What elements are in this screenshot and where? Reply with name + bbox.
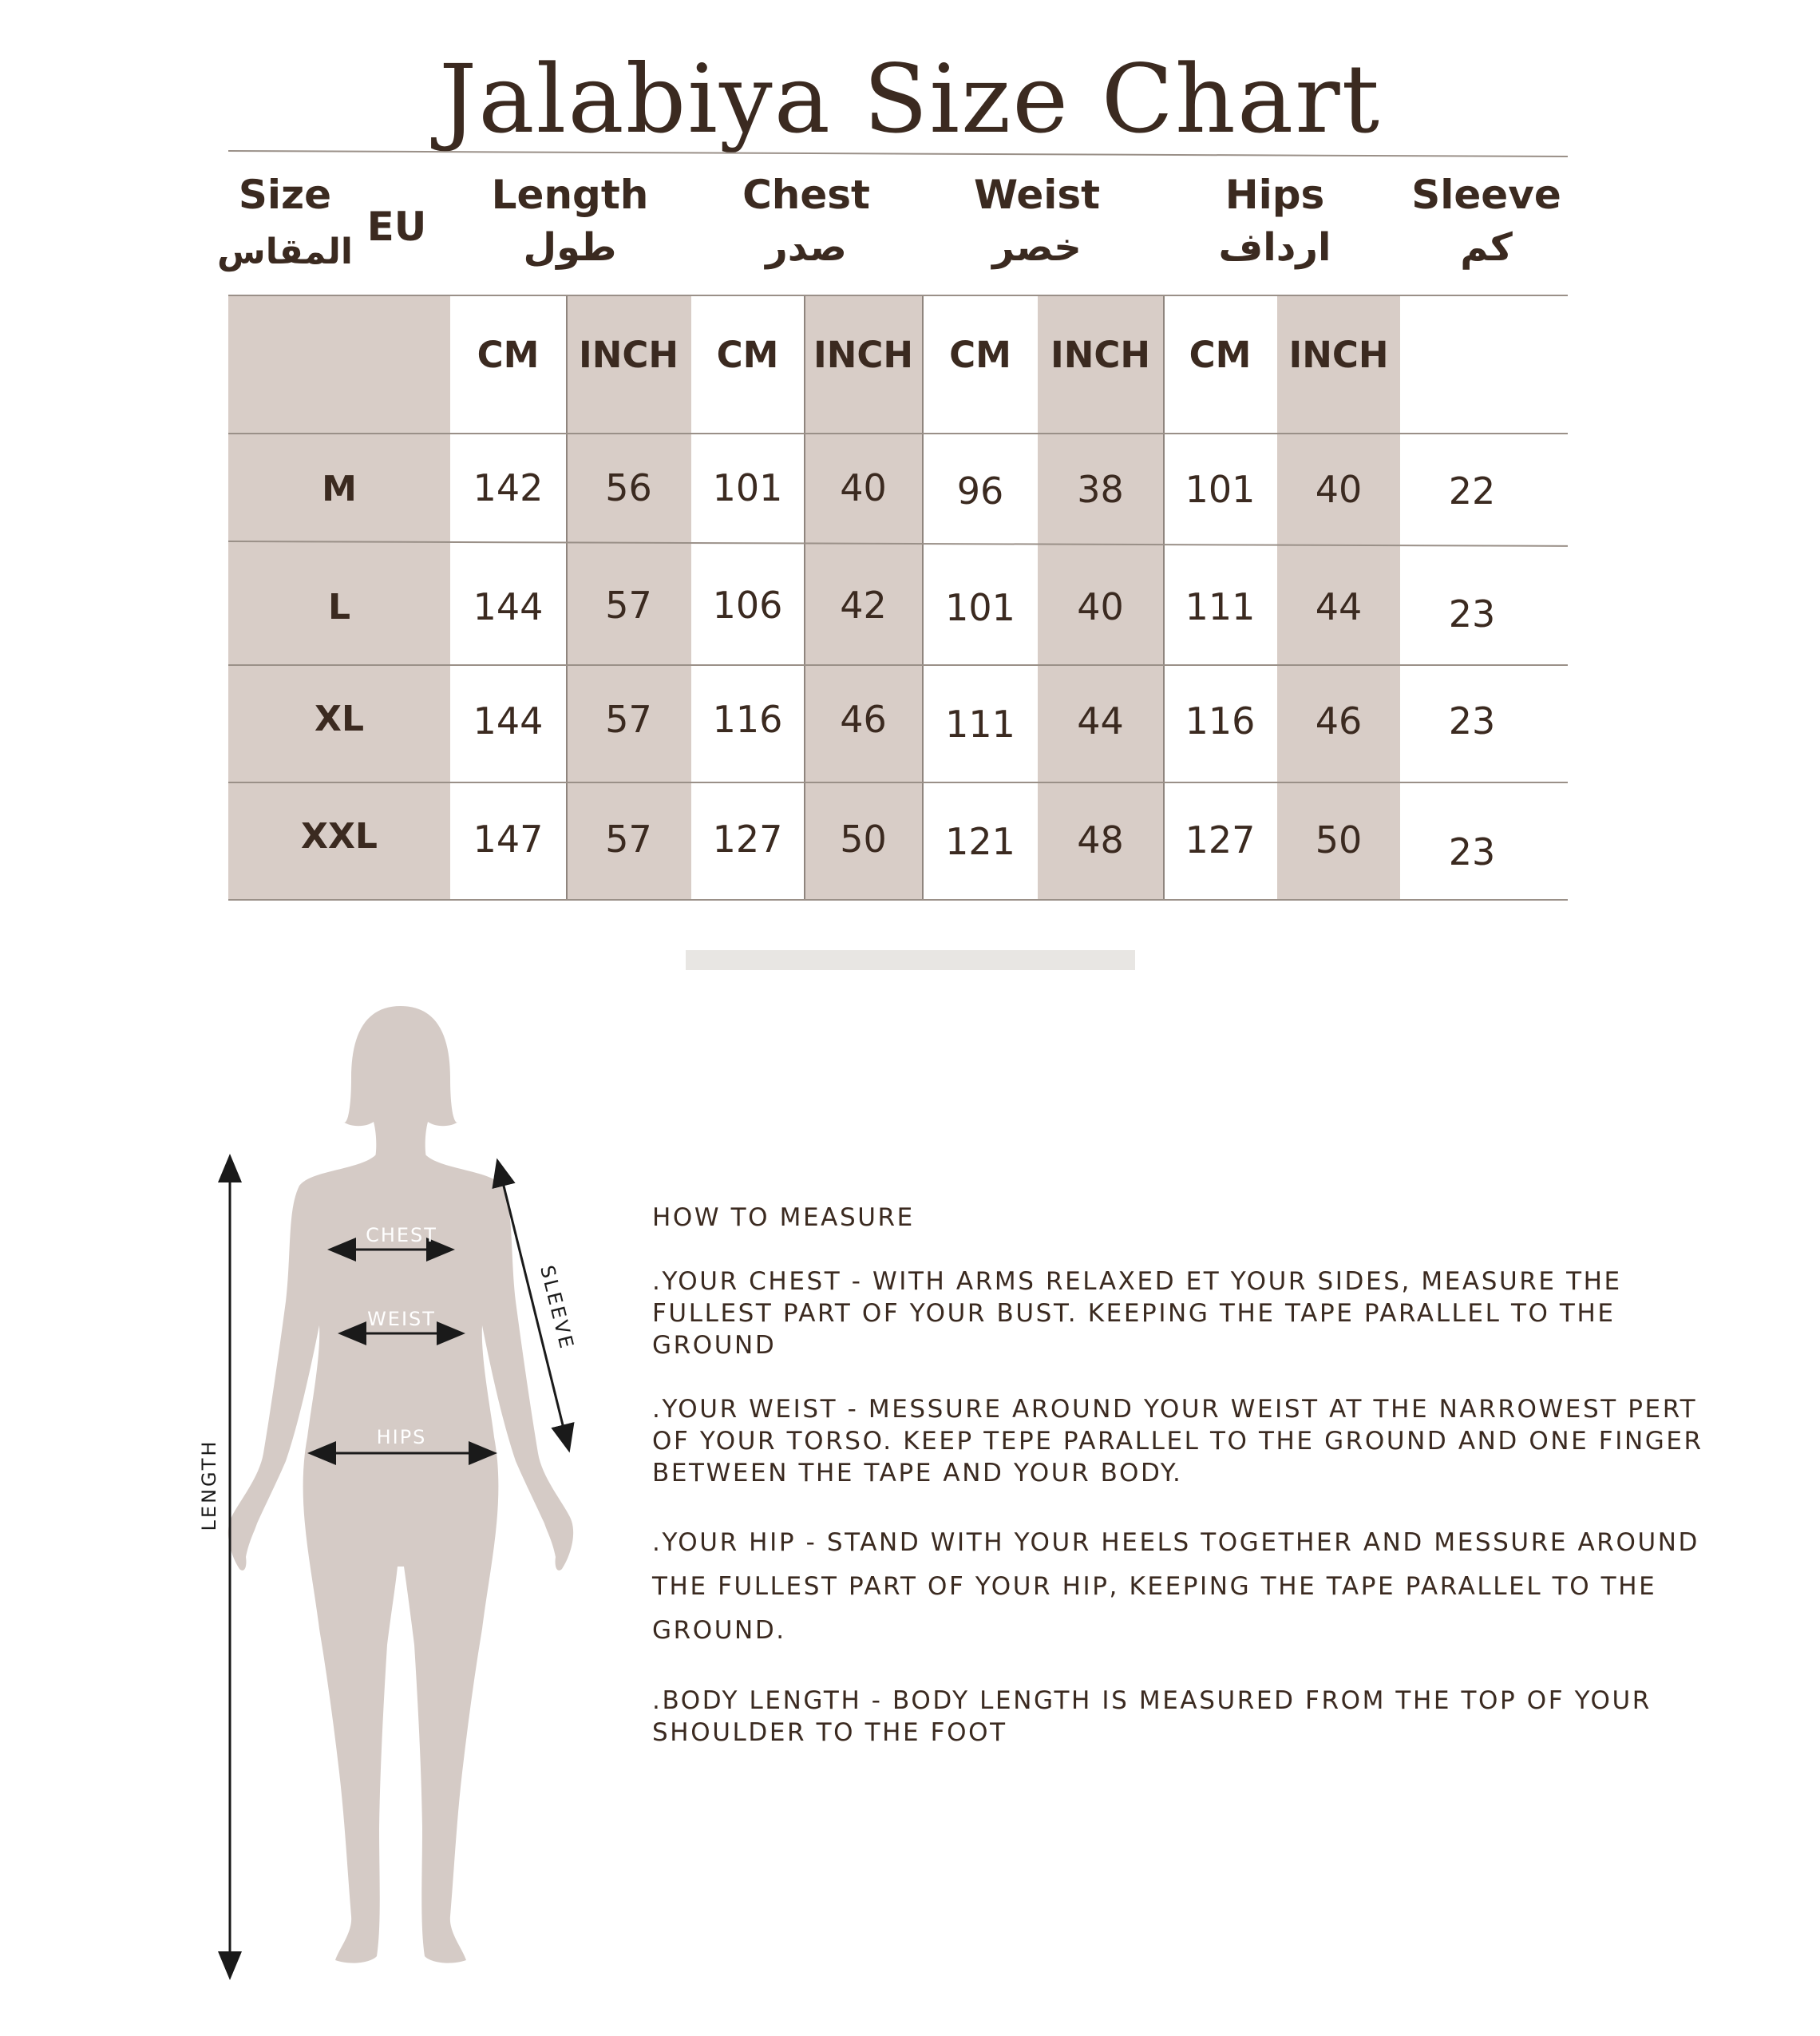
table-cell: 56	[605, 466, 652, 509]
table-cell: 111	[945, 703, 1015, 746]
size-label: L	[327, 587, 351, 628]
table-cell: 23	[1448, 699, 1496, 743]
table-cell: 96	[956, 469, 1004, 513]
table-cell: 127	[712, 818, 783, 861]
table-cell: 50	[840, 818, 887, 861]
unit-length-cm: CM	[477, 334, 540, 376]
length-instructions: .BODY LENGTH - BODY LENGTH IS MEASURED FROM THE TOP OF YOUR SHOULDER TO THE FOOT	[652, 1686, 1652, 1747]
header-rule	[228, 295, 1568, 296]
header-chest-ar: صدر	[766, 225, 847, 270]
table-cell: 23	[1448, 592, 1496, 636]
table-cell: 101	[712, 466, 783, 509]
table-cell: 144	[473, 699, 544, 743]
table-cell: 144	[473, 585, 544, 628]
table-cell: 142	[473, 466, 544, 509]
size-label: M	[322, 469, 357, 509]
header-size-ar: المقاس	[216, 232, 353, 272]
size-label: XL	[315, 699, 364, 739]
table-cell: 46	[840, 698, 887, 741]
header-eu: EU	[366, 204, 427, 250]
table-cell: 106	[712, 584, 783, 627]
table-cell: 57	[605, 584, 652, 627]
hip-instructions: .YOUR HIP - STAND WITH YOUR HEELS TOGETHER AND MESSURE AROUND THE FULLEST PART OF YOUR HIP, KEEPING THE TAPE PARALLEL TO THE GROUND.	[652, 1528, 1700, 1645]
page-title: Jalabiya Size Chart	[438, 44, 1382, 154]
header-hips: Hips	[1225, 172, 1325, 218]
divider-bar	[686, 950, 1135, 970]
unit-chest-cm: CM	[716, 334, 779, 376]
weist-instructions: .YOUR WEIST - MESSURE AROUND YOUR WEIST AT THE NARROWEST PERT OF YOUR TORSO. KEEP TEPE PARALLEL TO THE GROUND AND ONE FINGER BETWEEN THE TAPE AND YOUR BODY.	[652, 1395, 1703, 1487]
table-cell: 38	[1077, 468, 1124, 511]
header-sleeve: Sleeve	[1411, 172, 1561, 218]
weist-label: WEIST	[367, 1308, 436, 1330]
how-to-measure	[652, 1202, 1714, 1781]
table-cell: 44	[1077, 699, 1124, 743]
header-chest: Chest	[742, 172, 870, 218]
unit-chest-inch: INCH	[813, 334, 914, 376]
table-bottom-rule	[228, 899, 1568, 901]
units-rule	[228, 433, 1568, 434]
table-cell: 40	[1077, 585, 1124, 628]
size-label: XXL	[301, 816, 378, 857]
table-cell: 101	[1185, 468, 1256, 511]
table-cell: 23	[1448, 830, 1496, 873]
table-cell: 50	[1315, 818, 1363, 862]
header-sleeve-ar: كم	[1460, 225, 1513, 270]
chest-instructions: .YOUR CHEST - WITH ARMS RELAXED ET YOUR SIDES, MEASURE THE FULLEST PART OF YOUR BUST. KEEPING THE TAPE PARALLEL TO THE GROUND	[652, 1267, 1622, 1360]
length-label: LENGTH	[198, 1439, 220, 1531]
table-cell: 44	[1315, 585, 1363, 628]
unit-hips-cm: CM	[1189, 334, 1252, 376]
table-cell: 127	[1185, 818, 1256, 862]
unit-weist-cm: CM	[949, 334, 1011, 376]
how-to-heading: HOW TO MEASURE	[652, 1203, 915, 1232]
woman-silhouette-icon	[228, 1006, 573, 1963]
row-rule	[228, 782, 1568, 783]
table-cell: 48	[1077, 818, 1124, 862]
table-cell: 57	[605, 818, 652, 861]
table-cell: 147	[473, 818, 544, 861]
row-rule	[228, 664, 1568, 666]
chest-label: CHEST	[366, 1224, 437, 1246]
table-cell: 40	[840, 466, 887, 509]
hips-label: HIPS	[376, 1426, 427, 1448]
header-size: Size	[238, 172, 332, 218]
unit-hips-inch: INCH	[1288, 334, 1389, 376]
table-cell: 101	[945, 586, 1015, 629]
header-weist: Weist	[973, 172, 1101, 218]
table-cell: 40	[1315, 468, 1363, 511]
table-cell: 57	[605, 698, 652, 741]
header-hips-ar: ارداف	[1218, 225, 1331, 270]
table-cell: 111	[1185, 585, 1256, 628]
unit-weist-inch: INCH	[1050, 334, 1151, 376]
table-cell: 42	[840, 584, 887, 627]
header-weist-ar: خصر	[992, 225, 1082, 270]
header-length: Length	[491, 172, 649, 218]
unit-length-inch: INCH	[578, 334, 679, 376]
table-cell: 116	[1185, 699, 1256, 743]
table-cell: 22	[1448, 469, 1496, 513]
body-measurement-figure	[192, 990, 607, 1996]
header-length-ar: طول	[523, 225, 617, 270]
table-cell: 46	[1315, 699, 1363, 743]
sleeve-label: SLEEVE	[536, 1263, 579, 1353]
table-cell: 121	[945, 820, 1015, 863]
table-cell: 116	[712, 698, 783, 741]
